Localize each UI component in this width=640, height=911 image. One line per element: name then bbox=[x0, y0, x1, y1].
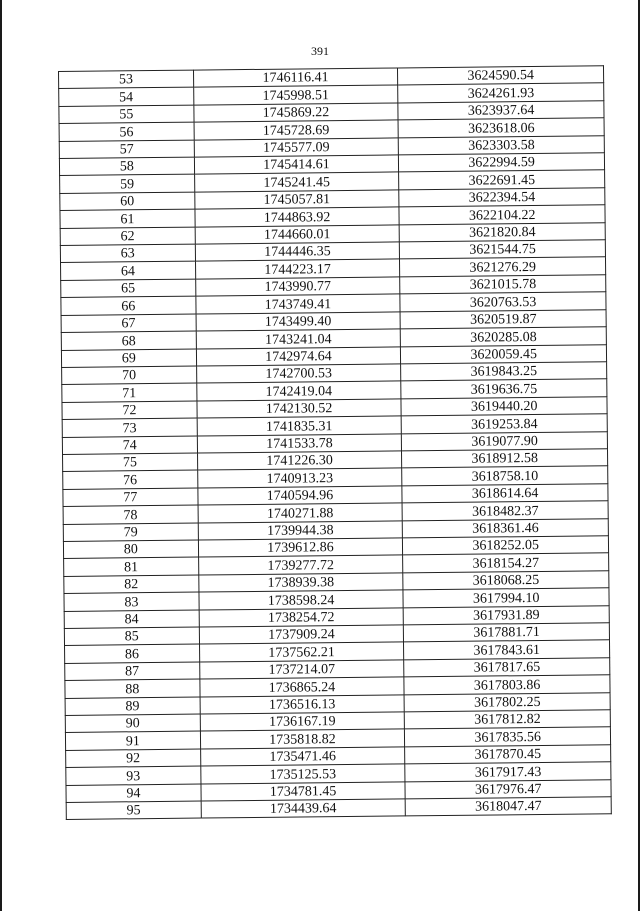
point-number-cell: 85 bbox=[64, 627, 199, 646]
y-coordinate-cell: 3623618.06 bbox=[398, 118, 604, 138]
x-coordinate-cell: 1735471.46 bbox=[200, 747, 405, 767]
y-coordinate-cell: 3619440.20 bbox=[401, 396, 607, 416]
y-coordinate-cell: 3618047.47 bbox=[405, 797, 611, 817]
x-coordinate-cell: 1740271.88 bbox=[198, 503, 403, 523]
point-number-cell: 73 bbox=[62, 418, 197, 437]
point-number-cell: 70 bbox=[62, 366, 197, 385]
point-number-cell: 78 bbox=[63, 505, 198, 524]
point-number-cell: 61 bbox=[60, 209, 195, 228]
point-number-cell: 90 bbox=[65, 714, 200, 733]
y-coordinate-cell: 3618758.10 bbox=[402, 466, 608, 486]
point-number-cell: 59 bbox=[60, 175, 195, 194]
x-coordinate-cell: 1737562.21 bbox=[199, 642, 404, 662]
point-number-cell: 75 bbox=[63, 453, 198, 472]
y-coordinate-cell: 3620519.87 bbox=[400, 309, 606, 329]
y-coordinate-cell: 3624590.54 bbox=[398, 66, 604, 86]
x-coordinate-cell: 1742130.52 bbox=[197, 399, 402, 419]
y-coordinate-cell: 3621276.29 bbox=[400, 257, 606, 277]
point-number-cell: 87 bbox=[65, 662, 200, 681]
y-coordinate-cell: 3619843.25 bbox=[401, 362, 607, 382]
y-coordinate-cell: 3618614.64 bbox=[402, 484, 608, 504]
y-coordinate-cell: 3622691.45 bbox=[399, 170, 605, 190]
x-coordinate-cell: 1743749.41 bbox=[196, 294, 401, 314]
point-number-cell: 65 bbox=[61, 279, 196, 298]
y-coordinate-cell: 3620059.45 bbox=[401, 344, 607, 364]
point-number-cell: 63 bbox=[60, 244, 195, 263]
y-coordinate-cell: 3624261.93 bbox=[398, 83, 604, 103]
y-coordinate-cell: 3617881.71 bbox=[404, 623, 610, 643]
x-coordinate-cell: 1744446.35 bbox=[195, 242, 400, 262]
y-coordinate-cell: 3617802.25 bbox=[404, 692, 610, 712]
y-coordinate-cell: 3617917.43 bbox=[405, 762, 611, 782]
point-number-cell: 60 bbox=[60, 192, 195, 211]
point-number-cell: 62 bbox=[60, 227, 195, 246]
point-number-cell: 94 bbox=[66, 784, 201, 803]
coordinates-table-body bbox=[59, 66, 612, 820]
point-number-cell: 93 bbox=[66, 766, 201, 785]
point-number-cell: 66 bbox=[61, 296, 196, 315]
y-coordinate-cell: 3617812.82 bbox=[405, 710, 611, 730]
point-number-cell: 95 bbox=[66, 801, 201, 820]
point-number-cell: 55 bbox=[59, 105, 194, 124]
point-number-cell: 58 bbox=[59, 157, 194, 176]
point-number-cell: 68 bbox=[61, 331, 196, 350]
y-coordinate-cell: 3618912.58 bbox=[402, 449, 608, 469]
y-coordinate-cell: 3621015.78 bbox=[400, 275, 606, 295]
point-number-cell: 92 bbox=[66, 749, 201, 768]
y-coordinate-cell: 3620763.53 bbox=[400, 292, 606, 312]
y-coordinate-cell: 3623937.64 bbox=[398, 101, 604, 121]
x-coordinate-cell: 1741835.31 bbox=[197, 416, 402, 436]
x-coordinate-cell: 1745414.61 bbox=[194, 155, 399, 175]
x-coordinate-cell: 1742974.64 bbox=[196, 346, 401, 366]
y-coordinate-cell: 3617931.89 bbox=[403, 605, 609, 625]
x-coordinate-cell: 1743499.40 bbox=[196, 312, 401, 332]
x-coordinate-cell: 1737909.24 bbox=[199, 625, 404, 645]
x-coordinate-cell: 1735818.82 bbox=[200, 729, 405, 749]
y-coordinate-cell: 3622994.59 bbox=[399, 153, 605, 173]
y-coordinate-cell: 3618252.05 bbox=[403, 536, 609, 556]
x-coordinate-cell: 1745241.45 bbox=[194, 172, 399, 192]
y-coordinate-cell: 3618154.27 bbox=[403, 553, 609, 573]
y-coordinate-cell: 3617843.61 bbox=[404, 640, 610, 660]
x-coordinate-cell: 1739612.86 bbox=[198, 538, 403, 558]
x-coordinate-cell: 1745057.81 bbox=[194, 190, 399, 210]
x-coordinate-cell: 1745869.22 bbox=[194, 103, 399, 123]
y-coordinate-cell: 3618361.46 bbox=[403, 518, 609, 538]
y-coordinate-cell: 3618482.37 bbox=[402, 501, 608, 521]
x-coordinate-cell: 1745998.51 bbox=[193, 85, 398, 105]
y-coordinate-cell: 3617994.10 bbox=[403, 588, 609, 608]
y-coordinate-cell: 3622104.22 bbox=[399, 205, 605, 225]
point-number-cell: 84 bbox=[64, 610, 199, 629]
y-coordinate-cell: 3619077.90 bbox=[402, 431, 608, 451]
coordinates-table bbox=[58, 65, 612, 820]
y-coordinate-cell: 3620285.08 bbox=[401, 327, 607, 347]
x-coordinate-cell: 1736167.19 bbox=[200, 712, 405, 732]
x-coordinate-cell: 1742700.53 bbox=[196, 364, 401, 384]
y-coordinate-cell: 3618068.25 bbox=[403, 571, 609, 591]
x-coordinate-cell: 1734439.64 bbox=[201, 799, 406, 819]
y-coordinate-cell: 3623303.58 bbox=[399, 135, 605, 155]
point-number-cell: 77 bbox=[63, 488, 198, 507]
x-coordinate-cell: 1746116.41 bbox=[193, 68, 398, 88]
point-number-cell: 57 bbox=[59, 140, 194, 159]
x-coordinate-cell: 1740913.23 bbox=[197, 468, 402, 488]
point-number-cell: 86 bbox=[65, 644, 200, 663]
y-coordinate-cell: 3621820.84 bbox=[399, 222, 605, 242]
point-number-cell: 80 bbox=[63, 540, 198, 559]
x-coordinate-cell: 1744223.17 bbox=[195, 259, 400, 279]
x-coordinate-cell: 1735125.53 bbox=[200, 764, 405, 784]
point-number-cell: 79 bbox=[63, 523, 198, 542]
point-number-cell: 53 bbox=[59, 70, 194, 89]
x-coordinate-cell: 1738254.72 bbox=[199, 608, 404, 628]
point-number-cell: 89 bbox=[65, 697, 200, 716]
point-number-cell: 88 bbox=[65, 679, 200, 698]
point-number-cell: 83 bbox=[64, 592, 199, 611]
y-coordinate-cell: 3617817.65 bbox=[404, 658, 610, 678]
x-coordinate-cell: 1738598.24 bbox=[199, 590, 404, 610]
x-coordinate-cell: 1744863.92 bbox=[195, 207, 400, 227]
point-number-cell: 76 bbox=[63, 470, 198, 489]
y-coordinate-cell: 3621544.75 bbox=[400, 240, 606, 260]
x-coordinate-cell: 1737214.07 bbox=[199, 660, 404, 680]
point-number-cell: 81 bbox=[64, 557, 199, 576]
point-number-cell: 64 bbox=[61, 262, 196, 281]
point-number-cell: 91 bbox=[65, 731, 200, 750]
y-coordinate-cell: 3622394.54 bbox=[399, 188, 605, 208]
x-coordinate-cell: 1738939.38 bbox=[198, 573, 403, 593]
x-coordinate-cell: 1741226.30 bbox=[197, 451, 402, 471]
x-coordinate-cell: 1742419.04 bbox=[196, 381, 401, 401]
point-number-cell: 56 bbox=[59, 122, 194, 141]
point-number-cell: 54 bbox=[59, 87, 194, 106]
y-coordinate-cell: 3617976.47 bbox=[405, 779, 611, 799]
x-coordinate-cell: 1743241.04 bbox=[196, 329, 401, 349]
y-coordinate-cell: 3617870.45 bbox=[405, 745, 611, 765]
page-number: 391 bbox=[311, 44, 329, 58]
y-coordinate-cell: 3617835.56 bbox=[405, 727, 611, 747]
point-number-cell: 82 bbox=[64, 575, 199, 594]
x-coordinate-cell: 1744660.01 bbox=[195, 225, 400, 245]
x-coordinate-cell: 1736516.13 bbox=[200, 695, 405, 715]
point-number-cell: 71 bbox=[62, 383, 197, 402]
x-coordinate-cell: 1745728.69 bbox=[194, 120, 399, 140]
x-coordinate-cell: 1739944.38 bbox=[198, 520, 403, 540]
x-coordinate-cell: 1743990.77 bbox=[195, 277, 400, 297]
x-coordinate-cell: 1736865.24 bbox=[200, 677, 405, 697]
x-coordinate-cell: 1741533.78 bbox=[197, 433, 402, 453]
x-coordinate-cell: 1740594.96 bbox=[198, 486, 403, 506]
x-coordinate-cell: 1739277.72 bbox=[198, 555, 403, 575]
point-number-cell: 67 bbox=[61, 314, 196, 333]
y-coordinate-cell: 3617803.86 bbox=[404, 675, 610, 695]
y-coordinate-cell: 3619636.75 bbox=[401, 379, 607, 399]
x-coordinate-cell: 1745577.09 bbox=[194, 138, 399, 158]
point-number-cell: 69 bbox=[61, 349, 196, 368]
x-coordinate-cell: 1734781.45 bbox=[201, 782, 406, 802]
y-coordinate-cell: 3619253.84 bbox=[401, 414, 607, 434]
point-number-cell: 72 bbox=[62, 401, 197, 420]
page-left-edge bbox=[0, 0, 2, 911]
point-number-cell: 74 bbox=[62, 436, 197, 455]
